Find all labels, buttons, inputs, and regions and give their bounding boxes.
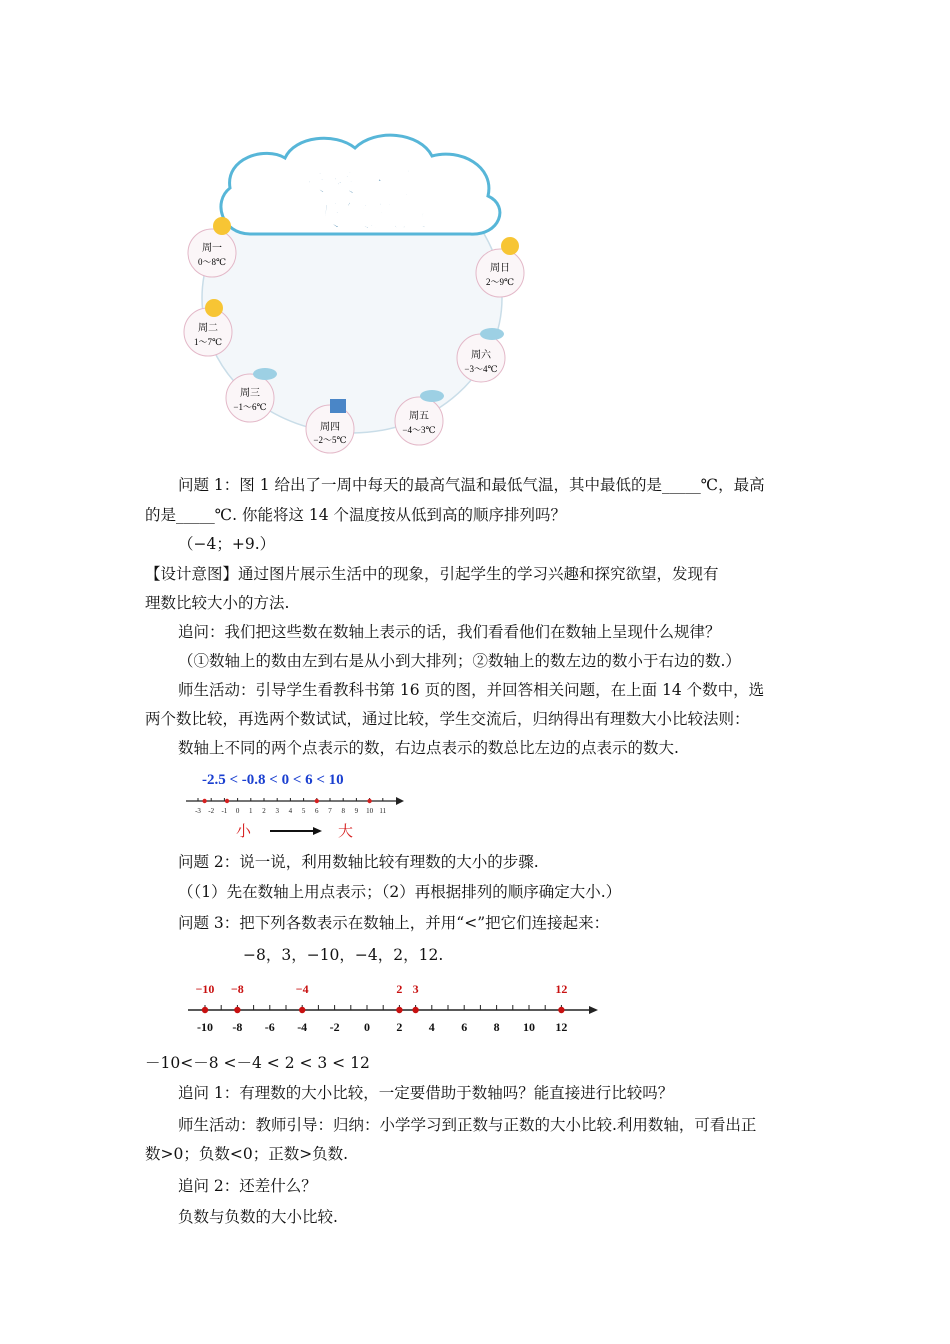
axis-arrow — [589, 1006, 598, 1014]
cloud-icon — [253, 368, 277, 380]
tick-label: -1 — [221, 807, 228, 815]
data-point — [367, 799, 371, 803]
number-line-2 — [180, 976, 610, 1038]
follow-up-1: 追问 1：有理数的大小比较，一定要借助于数轴吗？能直接进行比较吗？ — [178, 1084, 674, 1102]
tick-label: 5 — [301, 807, 306, 815]
forecast-title-2: 天气预报 — [311, 201, 429, 233]
tick-label: 2 — [396, 1020, 403, 1034]
direction-arrow-head — [313, 827, 322, 835]
tick-label: 8 — [493, 1020, 500, 1034]
tick-label: 8 — [341, 807, 345, 815]
tick-label: -8 — [232, 1020, 243, 1034]
svg-text:0～8℃: 0～8℃ — [197, 257, 227, 267]
sun-icon — [213, 217, 231, 235]
tick-label: -6 — [264, 1020, 275, 1034]
sun-icon — [205, 299, 223, 317]
tick-label: 3 — [275, 807, 279, 815]
cloud-icon — [420, 390, 444, 402]
activity-line-2: 两个数比较，再选两个数试试，通过比较，学生交流后，归纳得出有理数大小比较法则： — [145, 710, 750, 728]
point-label: −4 — [295, 982, 309, 996]
data-point — [315, 799, 319, 803]
tick-label: 11 — [379, 807, 387, 815]
activity-line-1: 师生活动：引导学生看教科书第 16 页的图，并回答相关问题，在上面 14 个数中，选 — [178, 681, 765, 699]
sun-icon — [501, 237, 519, 255]
svg-text:−4～3℃: −4～3℃ — [402, 425, 436, 435]
data-point — [412, 1007, 418, 1013]
big-label: 大 — [338, 824, 354, 840]
data-point — [396, 1007, 402, 1013]
rain-icon — [330, 399, 346, 413]
point-label: 12 — [555, 982, 568, 996]
weather-forecast-illustration — [170, 118, 540, 458]
data-point — [234, 1007, 240, 1013]
tick-label: 4 — [288, 807, 293, 815]
svg-text:周三: 周三 — [240, 388, 260, 399]
data-point — [202, 1007, 208, 1013]
tick-label: 12 — [555, 1020, 568, 1034]
tick-label: -10 — [197, 1020, 213, 1034]
question-1-line-1: 问题 1：图 1 给出了一周中每天的最高气温和最低气温，其中最低的是_____℃，最高 — [178, 476, 765, 494]
design-intent-line-2: 理数比较大小的方法. — [145, 594, 290, 612]
tick-label: 2 — [262, 807, 266, 815]
svg-text:1～7℃: 1～7℃ — [193, 337, 223, 347]
data-point — [225, 799, 229, 803]
point-label: 2 — [396, 982, 403, 996]
point-label: −10 — [195, 982, 215, 996]
data-point — [558, 1007, 564, 1013]
tick-label: 0 — [364, 1020, 370, 1034]
svg-text:周四: 周四 — [320, 422, 340, 433]
axis-arrow — [396, 797, 404, 805]
question-3-answer: －10<－8 <－4 < 2 < 3 < 12 — [145, 1054, 370, 1072]
tick-label: 9 — [354, 807, 359, 815]
question-2: 问题 2：说一说，利用数轴比较有理数的大小的步骤. — [178, 853, 539, 871]
inequality-label: -2.5 < -0.8 < 0 < 6 < 10 — [202, 772, 344, 788]
svg-text:周一: 周一 — [202, 243, 222, 254]
activity-2-line-1: 师生活动：教师引导：归纳：小学学习到正数与正数的大小比较.利用数轴，可看出正 — [178, 1116, 757, 1134]
follow-up-answer: （①数轴上的数由左到右是从小到大排列；②数轴上的数左边的数小于右边的数.） — [178, 652, 741, 670]
tick-label: -3 — [195, 807, 201, 815]
tick-label: 0 — [235, 807, 240, 815]
tick-label: 10 — [523, 1020, 535, 1034]
question-3: 问题 3：把下列各数表示在数轴上，并用“<”把它们连接起来： — [178, 914, 610, 932]
final-line: 负数与负数的大小比较. — [178, 1208, 338, 1226]
tick-label: 6 — [461, 1020, 468, 1034]
svg-text:−1～6℃: −1～6℃ — [233, 402, 267, 412]
question-1-line-2: 的是_____℃. 你能将这 14 个温度按从低到高的顺序排列吗？ — [145, 506, 567, 524]
small-label: 小 — [236, 824, 252, 840]
svg-text:周日: 周日 — [490, 263, 510, 274]
tick-label: 1 — [249, 807, 253, 815]
tick-label: 4 — [428, 1020, 435, 1034]
svg-text:周六: 周六 — [471, 350, 491, 361]
activity-2-line-2: 数>0；负数<0；正数>负数. — [145, 1145, 349, 1163]
data-point — [202, 799, 206, 803]
tick-label: 7 — [328, 807, 332, 815]
cloud-icon — [480, 328, 504, 340]
svg-text:周二: 周二 — [198, 323, 218, 334]
comparison-rule: 数轴上不同的两个点表示的数，右边点表示的数总比左边的点表示的数大. — [178, 739, 679, 757]
data-point — [299, 1007, 305, 1013]
day-monday — [188, 217, 236, 277]
tick-label: 6 — [315, 807, 319, 815]
svg-text:周五: 周五 — [409, 411, 429, 422]
svg-text:2～9℃: 2～9℃ — [485, 277, 515, 287]
forecast-title-1: 未来一周 — [296, 168, 414, 200]
follow-up-2: 追问 2：还差什么？ — [178, 1177, 317, 1195]
number-line-1 — [180, 764, 410, 844]
tick-label: -4 — [297, 1020, 308, 1034]
question-1-answer: （−4；+9.） — [178, 535, 276, 553]
point-label: −8 — [230, 982, 244, 996]
tick-label: -2 — [329, 1020, 340, 1034]
svg-text:−3～4℃: −3～4℃ — [464, 364, 498, 374]
question-2-answer: （（1）先在数轴上用点表示；（2）再根据排列的顺序确定大小.） — [178, 883, 622, 901]
svg-text:−2～5℃: −2～5℃ — [313, 435, 347, 445]
tick-label: 10 — [366, 807, 374, 815]
follow-up-question: 追问：我们把这些数在数轴上表示的话，我们看看他们在数轴上呈现什么规律？ — [178, 623, 721, 641]
question-3-numbers: −8，3，−10，−4，2，12. — [243, 946, 444, 964]
point-label: 3 — [412, 982, 419, 996]
tick-label: -2 — [208, 807, 215, 815]
design-intent-line-1: 【设计意图】通过图片展示生活中的现象，引起学生的学习兴趣和探究欲望，发现有 — [145, 565, 719, 583]
